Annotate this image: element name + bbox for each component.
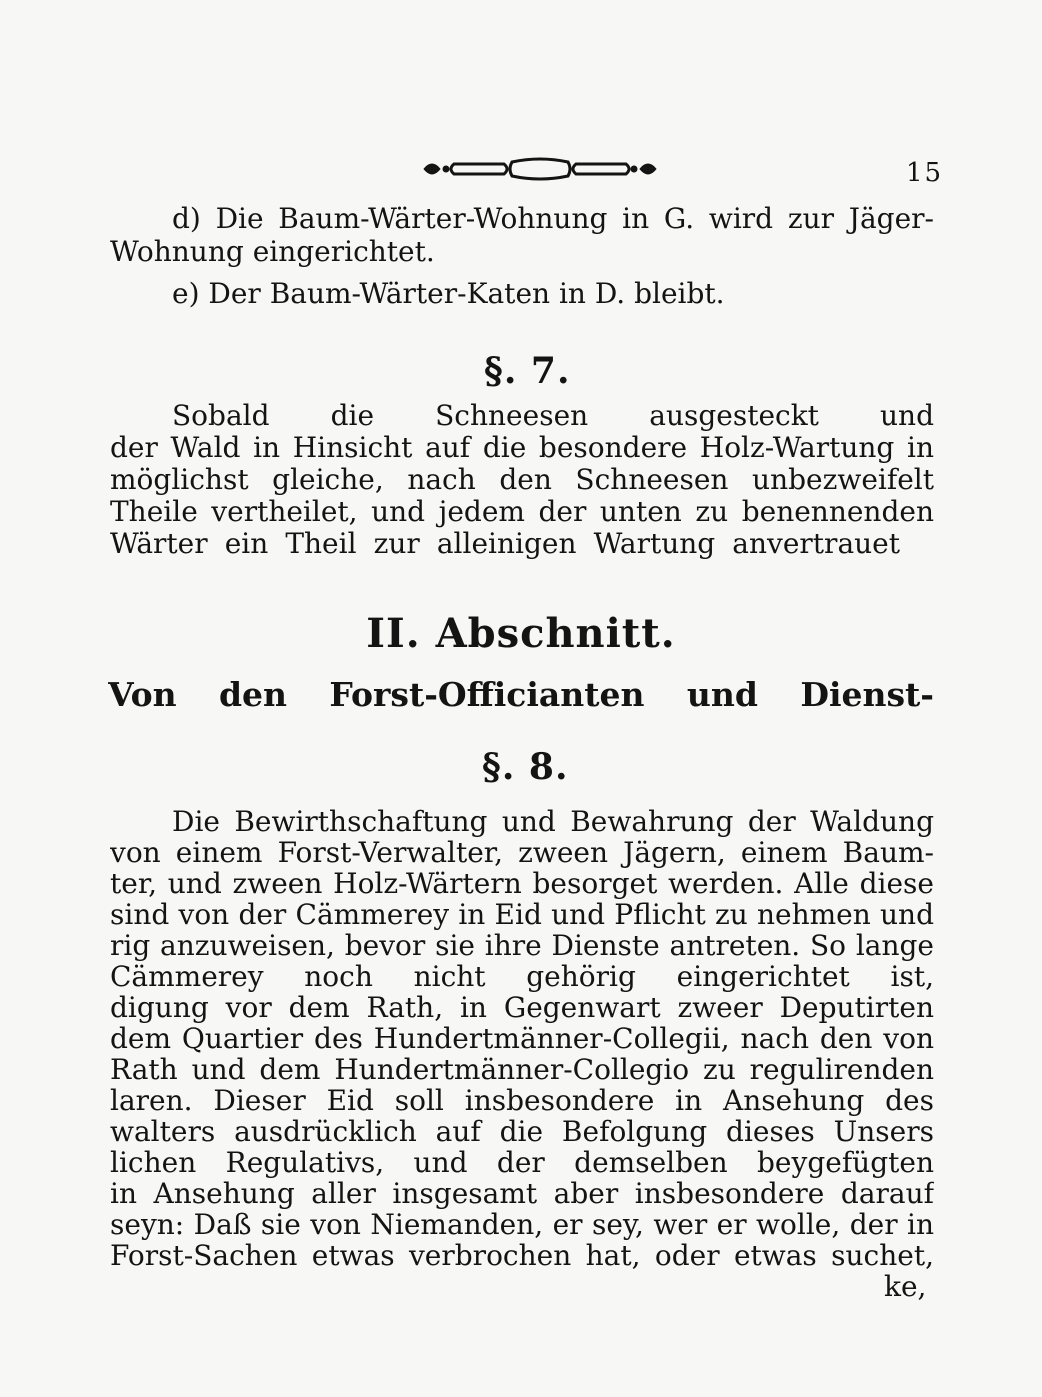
- paragraph-8-line-6: Cämmerey noch nicht gehörig eingerichtet ist,: [110, 961, 934, 993]
- paragraph-8-heading: §. 8.: [482, 746, 569, 788]
- paragraph-7-line-5: Wärter ein Theil zur alleinigen Wartung anvertrauet: [110, 528, 900, 560]
- paragraph-8-line-5: rig anzuweisen, bevor sie ihre Dienste antreten. So lange: [110, 930, 934, 962]
- paragraph-8-line-13: in Ansehung aller insgesamt aber insbesondere darauf: [110, 1178, 934, 1210]
- paragraph-8-line-15: Forst-Sachen etwas verbrochen hat, oder etwas suchet,: [110, 1240, 934, 1272]
- paragraph-8-line-12: lichen Regulativs, und der demselben beygefügten: [110, 1147, 934, 1179]
- section-heading: II. Abschnitt.: [366, 610, 676, 657]
- paragraph-8-line-3: ter, und zween Holz-Wärtern besorget werden. Alle diese: [110, 868, 934, 900]
- paragraph-7-heading: §. 7.: [484, 350, 571, 392]
- section-subheading: Von den Forst-Officianten und Dienst-: [108, 675, 934, 714]
- paragraph-8-line-8: dem Quartier des Hundertmänner-Collegii, nach den von: [110, 1023, 934, 1055]
- paragraph-8-line-10: laren. Dieser Eid soll insbesondere in Ansehung des: [110, 1085, 934, 1117]
- page-number: 15: [906, 158, 944, 188]
- paragraph-8-line-1: Die Bewirthschaftung und Bewahrung der Waldung: [172, 806, 934, 838]
- list-item-e-line-1: e) Der Baum-Wärter-Katen in D. bleibt.: [172, 277, 725, 310]
- paragraph-8-line-14: seyn: Daß sie von Niemanden, er sey, wer er wolle, der in: [110, 1209, 934, 1241]
- catchword: ke,: [884, 1270, 927, 1303]
- paragraph-8-line-2: von einem Forst-Verwalter, zween Jägern, einem Baum-: [110, 837, 934, 869]
- paragraph-8-line-11: walters ausdrücklich auf die Befolgung dieses Unsers: [110, 1116, 934, 1148]
- paragraph-7-line-3: möglichst gleiche, nach den Schneesen unbezweifelt: [110, 464, 934, 496]
- ornament-icon: [420, 152, 660, 186]
- paragraph-7-line-1: Sobald die Schneesen ausgesteckt und: [172, 400, 934, 432]
- list-item-d-line-2: Wohnung eingerichtet.: [110, 235, 435, 268]
- paragraph-8-line-9: Rath und dem Hundertmänner-Collegio zu regulirenden: [110, 1054, 934, 1086]
- paragraph-7-line-4: Theile vertheilet, und jedem der unten zu benennenden: [110, 496, 934, 528]
- paragraph-8-line-7: digung vor dem Rath, in Gegenwart zweer Deputirten: [110, 992, 934, 1024]
- paragraph-8-line-4: sind von der Cämmerey in Eid und Pflicht zu nehmen und: [110, 899, 934, 931]
- list-item-d-line-1: d) Die Baum-Wärter-Wohnung in G. wird zur Jäger-: [172, 203, 934, 235]
- paragraph-7-line-2: der Wald in Hinsicht auf die besondere Holz-Wartung in: [110, 432, 934, 464]
